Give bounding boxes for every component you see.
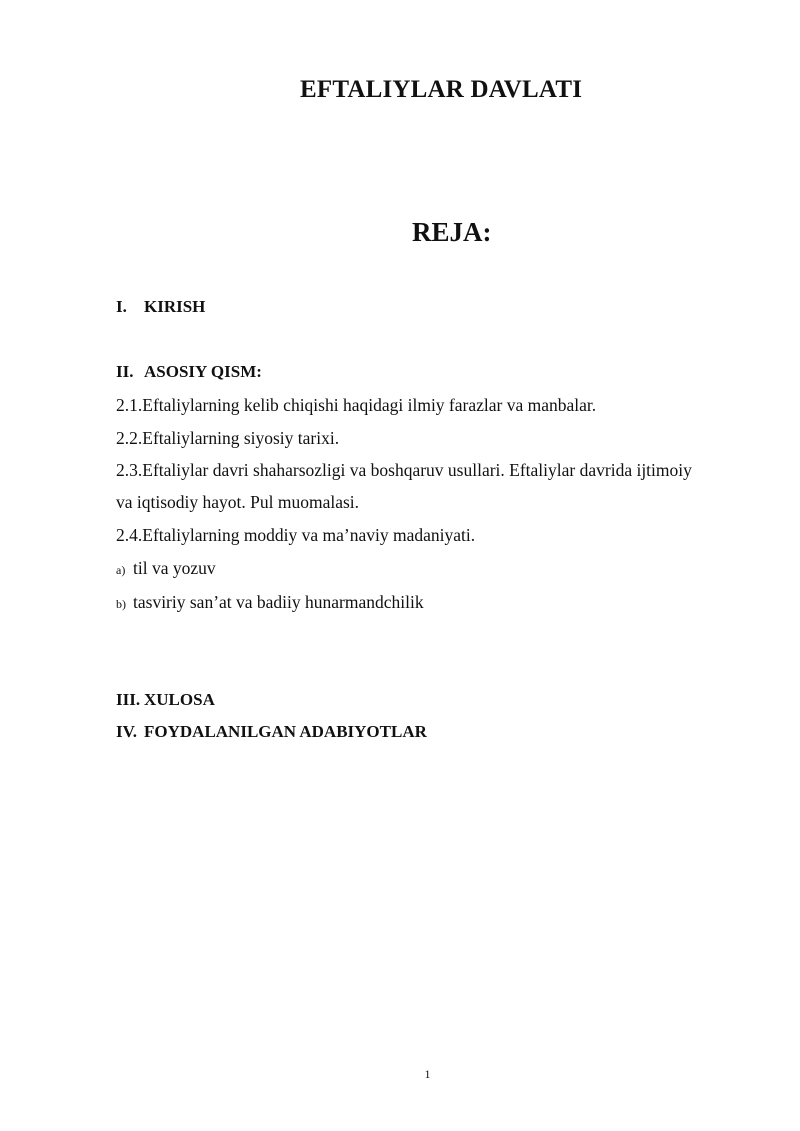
plan-item-continuation: va iqtisodiy hayot. Pul muomalasi.	[116, 492, 360, 512]
section-number: IV.	[116, 722, 137, 741]
section-number: II.	[116, 362, 134, 381]
section-references	[116, 722, 427, 742]
plan-item: 2.3.Eftaliylar davri shaharsozligi va boshqaruv usullari. Eftaliylar davrida ijtimoiy	[116, 460, 692, 480]
plan-subitem	[116, 558, 216, 579]
section-intro	[116, 297, 205, 317]
subitem-text: tasviriy san’at va badiiy hunarmandchilik	[133, 592, 424, 612]
plan-item: 2.2.Eftaliylarning siyosiy tarixi.	[116, 428, 340, 448]
section-label: KIRISH	[144, 297, 206, 316]
section-label: XULOSA	[144, 690, 215, 709]
section-number: I.	[116, 297, 127, 316]
section-main	[116, 362, 262, 382]
section-conclusion	[116, 690, 215, 710]
subitem-marker: a)	[116, 563, 126, 577]
section-label: FOYDALANILGAN ADABIYOTLAR	[144, 722, 427, 741]
plan-subitem	[116, 592, 424, 613]
document-title: EFTALIYLAR DAVLATI	[300, 76, 583, 103]
section-label: ASOSIY QISM:	[144, 362, 262, 381]
section-number: III.	[116, 690, 141, 709]
plan-item: 2.4.Eftaliylarning moddiy va ma’naviy madaniyati.	[116, 525, 476, 545]
page-number: 1	[424, 1067, 431, 1081]
plan-heading: REJA:	[412, 217, 492, 247]
subitem-marker: b)	[116, 597, 126, 611]
subitem-text: til va yozuv	[133, 558, 216, 578]
plan-item: 2.1.Eftaliylarning kelib chiqishi haqidagi ilmiy farazlar va manbalar.	[116, 395, 597, 415]
